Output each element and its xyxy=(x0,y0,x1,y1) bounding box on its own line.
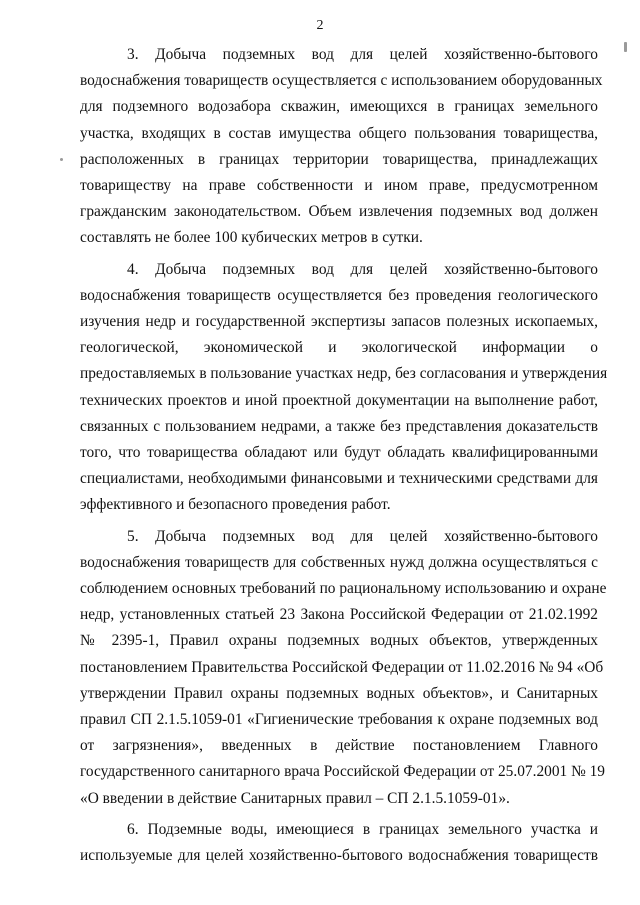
text-line: изучения недр и государственной экспертизы запасов полезных ископаемых, xyxy=(80,313,598,331)
text-line: «О введении в действие Санитарных правил – СП 2.1.5.1059-01». xyxy=(80,789,510,807)
margin-mark xyxy=(624,42,627,52)
text-line: расположенных в границах территории товарищества, принадлежащих xyxy=(80,150,598,168)
text-line: связанных с пользованием недрами, а также без представления доказательств xyxy=(80,417,598,435)
paragraph-4 xyxy=(80,257,608,519)
text-line: 5. Добыча подземных вод для целей хозяйственно-бытового xyxy=(127,527,598,545)
text-line: утверждении Правил охраны подземных водных объектов», и Санитарных xyxy=(80,684,598,702)
text-line: 4. Добыча подземных вод для целей хозяйственно-бытового xyxy=(127,260,598,278)
text-line: № 2395-1, Правил охраны подземных водных объектов, утвержденных xyxy=(80,632,598,650)
text-line: недр, установленных статьей 23 Закона Российской Федерации от 21.02.1992 xyxy=(80,606,598,624)
text-line: соблюдением основных требований по рациональному использованию и охране xyxy=(80,580,607,598)
text-line: государственного санитарного врача Российской Федерации от 25.07.2001 № 19 xyxy=(80,763,606,781)
text-line: водоснабжения товариществ осуществляется с использованием оборудованных xyxy=(80,72,603,90)
paragraph-3 xyxy=(80,42,603,252)
text-line: используемые для целей хозяйственно-бытового водоснабжения товариществ xyxy=(80,847,598,865)
text-line: 3. Добыча подземных вод для целей хозяйственно-бытового xyxy=(127,46,598,63)
text-line: технических проектов и иной проектной документации на выполнение работ, xyxy=(80,391,598,409)
text-line: водоснабжения товариществ осуществляется без проведения геологического xyxy=(80,286,598,304)
text-line: водоснабжения товариществ для собственных нужд должна осуществляться с xyxy=(80,553,598,571)
text-line: специалистами, необходимыми финансовыми и техническими средствами для xyxy=(80,470,598,488)
text-line: составлять не более 100 кубических метров в сутки. xyxy=(80,229,423,247)
text-line: правил СП 2.1.5.1059-01 «Гигиенические требования к охране подземных вод xyxy=(80,711,598,729)
paragraph-6 xyxy=(80,817,598,869)
document-body xyxy=(80,42,608,869)
paragraph-5 xyxy=(80,524,607,812)
text-line: постановлением Правительства Российской Федерации от 11.02.2016 № 94 «Об xyxy=(80,658,604,676)
text-line: участка, входящих в состав имущества общего пользования товарищества, xyxy=(80,124,598,142)
page-number: 2 xyxy=(316,18,324,33)
text-line: того, что товарищества обладают или будут обладать квалифицированными xyxy=(80,444,598,462)
text-line: для подземного водозабора скважин, имеющихся в границах земельного xyxy=(80,98,598,116)
text-line: от загрязнения», введенных в действие постановлением Главного xyxy=(80,737,598,755)
text-line: эффективного и безопасного проведения работ. xyxy=(80,496,391,514)
text-line: 6. Подземные воды, имеющиеся в границах земельного участка и xyxy=(127,820,598,838)
margin-mark xyxy=(60,158,63,161)
text-line: товариществу на праве собственности и ином праве, предусмотренном xyxy=(80,177,598,195)
text-line: гражданским законодательством. Объем извлечения подземных вод должен xyxy=(80,203,598,221)
text-line: предоставляемых в пользование участках недр, без согласования и утверждения xyxy=(80,365,608,383)
text-line: геологической, экономической и экологической информации о xyxy=(80,339,598,357)
